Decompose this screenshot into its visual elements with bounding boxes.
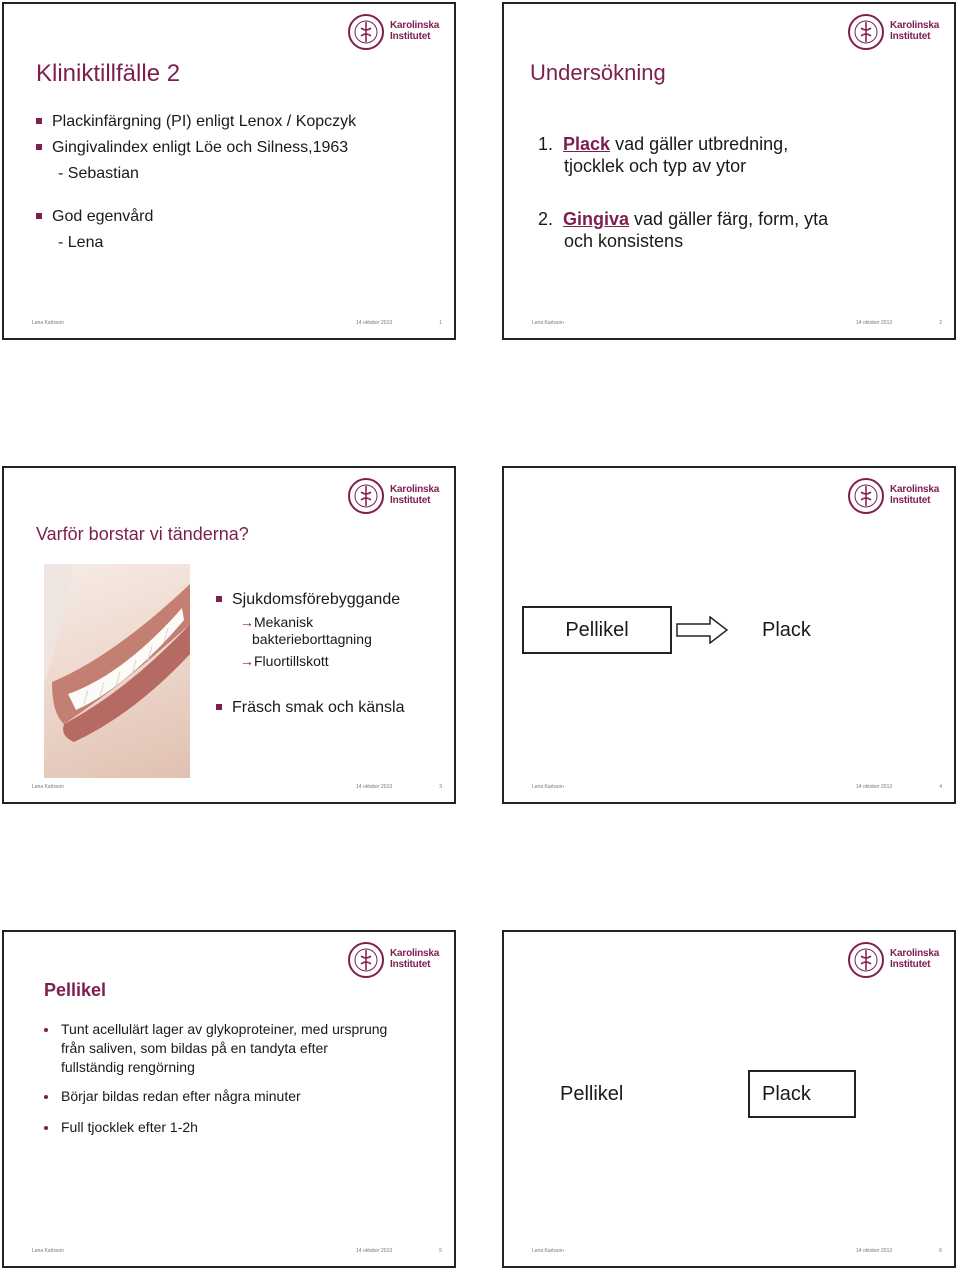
slide-footer	[32, 784, 442, 794]
bullet-marker	[44, 1095, 48, 1099]
footer-author: Lena Karlsson	[32, 1248, 64, 1254]
item-text-line2: och konsistens	[564, 231, 684, 251]
slide-1	[2, 2, 456, 340]
slide-footer	[532, 1248, 942, 1258]
footer-date: 14 oktober 2013	[856, 1248, 893, 1254]
slide-number: 2	[939, 320, 942, 326]
slide-title: Undersökning	[530, 60, 666, 85]
arrow-text-line2: bakterieborttagning	[252, 631, 372, 647]
logo-line-2: Institutet	[890, 31, 931, 42]
bullet-text: Full tjocklek efter 1-2h	[61, 1119, 198, 1135]
bullet-text: Börjar bildas redan efter några minuter	[61, 1088, 301, 1104]
plack-label: Plack	[762, 619, 811, 641]
bullet-marker	[216, 596, 222, 602]
bullet-text: Gingivalindex enligt Löe och Silness,1963	[52, 139, 349, 156]
slide-footer	[532, 784, 942, 794]
footer-date: 14 oktober 2013	[356, 784, 393, 790]
slide-number: 5	[439, 1248, 442, 1254]
bullet-marker	[44, 1028, 48, 1032]
list-item	[538, 134, 788, 154]
slide-2	[502, 2, 956, 340]
seal-icon	[846, 12, 886, 52]
slide-footer	[532, 320, 942, 330]
arrow-item	[240, 614, 313, 631]
logo-line-1: Karolinska	[890, 484, 940, 495]
footer-date: 14 oktober 2013	[856, 320, 893, 326]
arrow-icon: →	[240, 614, 254, 630]
bullet-text: Plackinfärgning (PI) enligt Lenox / Kopczyk	[52, 113, 357, 130]
item-number: 2.	[538, 209, 554, 229]
seal-icon	[846, 476, 886, 516]
bullet-text: Sjukdomsförebyggande	[232, 591, 401, 608]
bullet-text: Tunt acellulärt lager av glykoproteiner, med ursprung	[61, 1021, 388, 1037]
right-arrow-icon	[676, 616, 728, 644]
bullet-marker	[216, 704, 222, 710]
item-text: vad gäller utbredning,	[610, 134, 789, 154]
item-text-line2: tjocklek och typ av ytor	[564, 156, 747, 176]
slide-title: Pellikel	[44, 980, 107, 1000]
footer-author: Lena Karlsson	[32, 320, 64, 326]
slide-number: 6	[939, 1248, 942, 1254]
karolinska-logo	[846, 476, 942, 516]
seal-icon	[346, 476, 386, 516]
karolinska-logo	[846, 12, 942, 52]
plack-box: Plack	[748, 1070, 856, 1118]
smile-illustration	[44, 564, 190, 778]
slide-6	[502, 930, 956, 1268]
bullet-marker	[44, 1126, 48, 1130]
logo-line-2: Institutet	[890, 495, 931, 506]
arrow-text: Fluortillskott	[254, 653, 329, 669]
slide-3	[2, 466, 456, 804]
seal-icon	[346, 12, 386, 52]
item-number: 1.	[538, 134, 554, 154]
arrow-text: Mekanisk	[254, 614, 314, 630]
sub-text: - Lena	[58, 234, 104, 251]
footer-author: Lena Karlsson	[532, 1248, 564, 1254]
seal-icon	[346, 940, 386, 980]
footer-date: 14 oktober 2013	[856, 784, 893, 790]
bullet-marker	[36, 213, 42, 219]
slide-footer	[32, 320, 442, 330]
footer-author: Lena Karlsson	[532, 320, 564, 326]
list-item	[538, 209, 828, 229]
logo-line-2: Institutet	[390, 31, 431, 42]
bullet-marker	[36, 118, 42, 124]
seal-icon	[846, 940, 886, 980]
karolinska-logo	[846, 940, 942, 980]
bullet-text: Fräsch smak och känsla	[232, 699, 405, 716]
slide-footer	[32, 1248, 442, 1258]
slide-title: Varför borstar vi tänderna?	[36, 524, 249, 544]
bullet-text-cont: från saliven, som bildas på en tandyta efter	[61, 1040, 328, 1056]
logo-line-1: Karolinska	[390, 484, 440, 495]
karolinska-logo	[346, 940, 442, 980]
footer-author: Lena Karlsson	[32, 784, 64, 790]
bullet-text: God egenvård	[52, 208, 154, 225]
bullet-text-cont: fullständig rengörning	[61, 1059, 195, 1075]
logo-line-2: Institutet	[890, 959, 931, 970]
karolinska-logo	[346, 476, 442, 516]
logo-line-2: Institutet	[390, 959, 431, 970]
item-text: vad gäller färg, form, yta	[629, 209, 829, 229]
item-keyword: Plack	[563, 134, 611, 154]
logo-line-1: Karolinska	[390, 948, 440, 959]
slide-number: 3	[439, 784, 442, 790]
logo-line-2: Institutet	[390, 495, 431, 506]
karolinska-logo	[346, 12, 442, 52]
arrow-icon: →	[240, 653, 254, 669]
sub-text: - Sebastian	[58, 165, 139, 182]
footer-date: 14 oktober 2013	[356, 320, 393, 326]
slide-number: 1	[439, 320, 442, 326]
slide-4	[502, 466, 956, 804]
slide-number: 4	[939, 784, 942, 790]
logo-line-1: Karolinska	[890, 20, 940, 31]
slide-title: Kliniktillfälle 2	[36, 60, 181, 87]
logo-line-1: Karolinska	[890, 948, 940, 959]
pellikel-label: Pellikel	[560, 1083, 624, 1105]
footer-date: 14 oktober 2013	[356, 1248, 393, 1254]
bullet-marker	[36, 144, 42, 150]
item-keyword: Gingiva	[563, 209, 630, 229]
footer-author: Lena Karlsson	[532, 784, 564, 790]
pellikel-box: Pellikel	[522, 606, 672, 654]
logo-line-1: Karolinska	[390, 20, 440, 31]
slide-5	[2, 930, 456, 1268]
smile-photo	[44, 564, 190, 778]
arrow-item	[240, 653, 329, 670]
